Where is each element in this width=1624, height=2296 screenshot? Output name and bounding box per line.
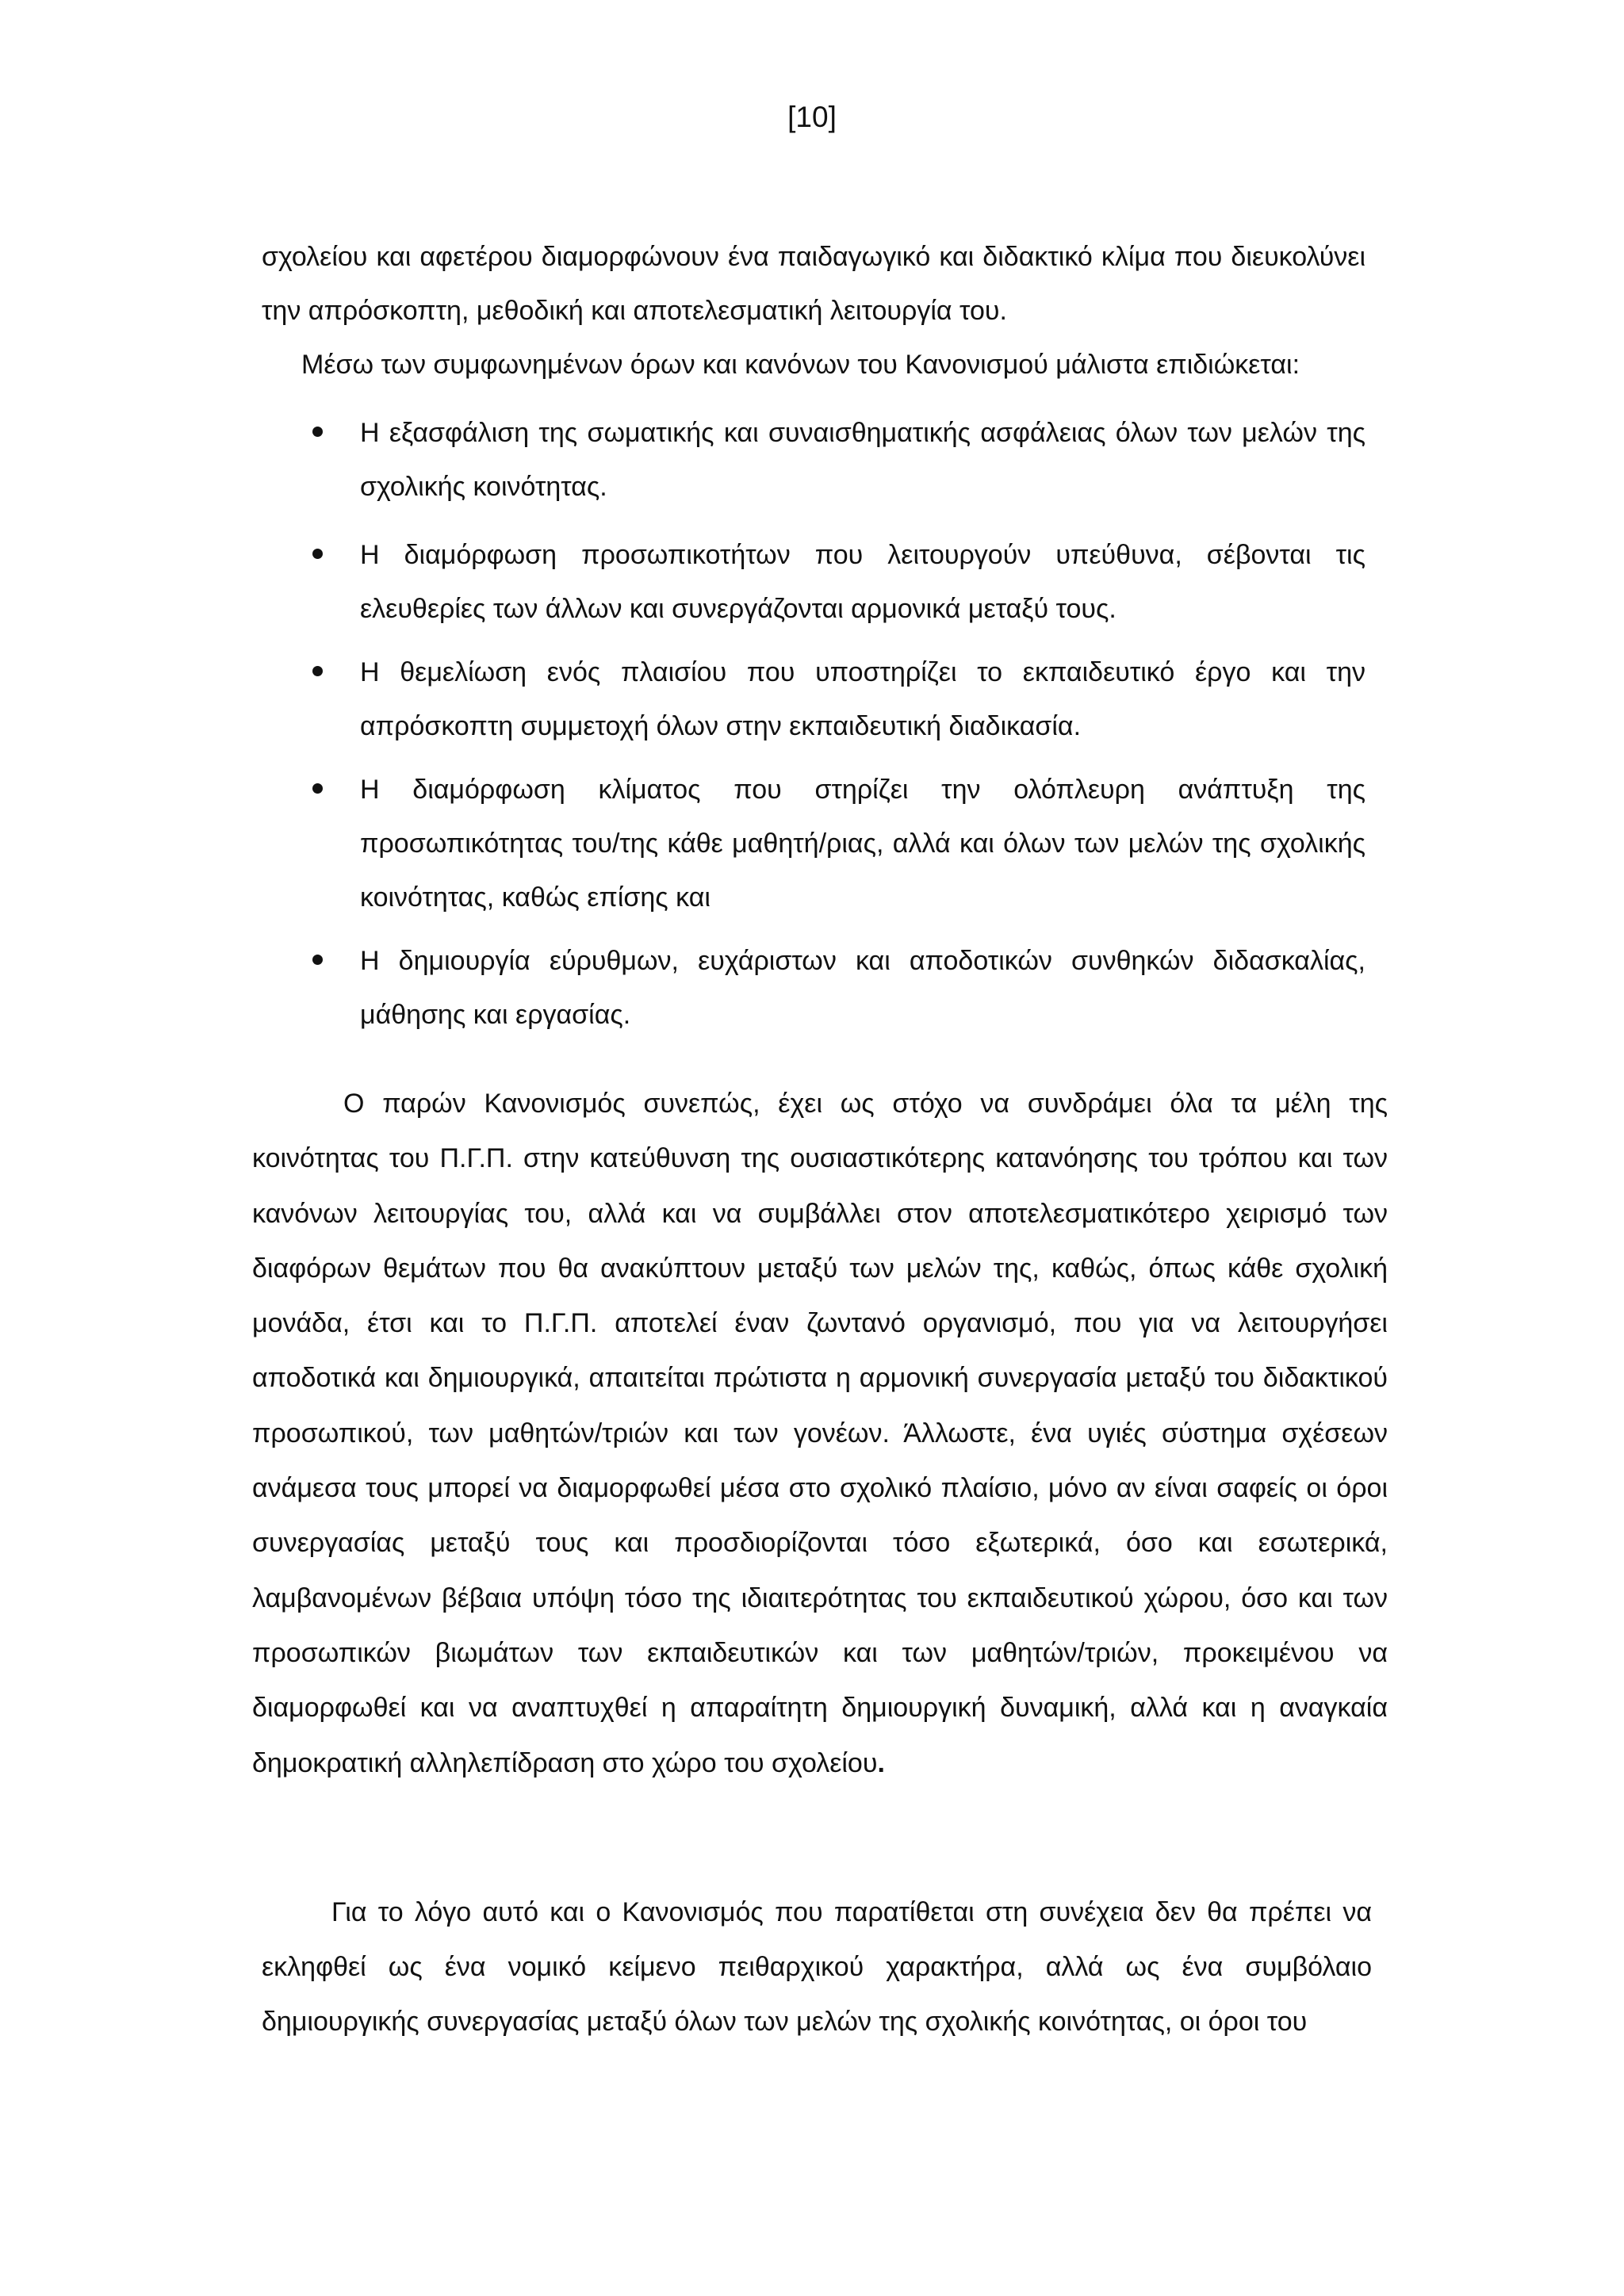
bullet-icon — [312, 783, 323, 794]
list-item-text: Η δημιουργία εύρυθμων, ευχάριστων και αποδοτικών συνθηκών διδασκαλίας, μάθησης και εργασίας. — [360, 946, 1365, 1030]
bullet-icon — [312, 549, 323, 559]
main-paragraph-end: . — [877, 1747, 885, 1778]
list-item-text: Η διαμόρφωση κλίματος που στηρίζει την ολόπλευρη ανάπτυξη της προσωπικότητας του/της κάθε μαθητή/ριας, αλλά και όλων των μελών της σχολικής κοινότητας, καθώς επίσης και — [360, 775, 1365, 913]
main-paragraph — [252, 1077, 1388, 1791]
bullet-icon — [312, 955, 323, 965]
main-paragraph-text: Ο παρών Κανονισμός συνεπώς, έχει ως στόχο να συνδράμει όλα τα μέλη της κοινότητας του Π.Γ.Π. στην κατεύθυνση της ουσιαστικότερης κατανόησης του τρόπου και των κανόνων λειτουργίας του, αλλά και να συμβάλλει στον αποτελεσματικότερο χειρισμό των διαφόρων θεμάτων που θα ανακύπτουν μεταξύ των μελών της, καθώς, όπως κάθε σχολική μονάδα, έτσι και το Π.Γ.Π. αποτελεί έναν ζωντανό οργανισμό, που για να λειτουργήσει αποδοτικά και δημιουργικά, απαιτείται πρώτιστα η αρμονική συνεργασία μεταξύ του διδακτικού προσωπικού, των μαθητών/τριών και των γονέων. Άλλωστε, ένα υγιές σύστημα σχέσεων ανάμεσα τους μπορεί να διαμορφωθεί μέσα στο σχολικό πλαίσιο, μόνο αν είναι σαφείς οι όροι συνεργασίας μεταξύ τους και προσδιορίζονται τόσο εξωτερικά, όσο και εσωτερικά, λαμβανομένων βέβαια υπόψη τόσο της ιδιαιτερότητας του εκπαιδευτικού χώρου, όσο και των προσωπικών βιωμάτων των εκπαιδευτικών και των μαθητών/τριών, προκειμένου να διαμορφωθεί και να αναπτυχθεί η απαραίτητη δημιουργική δυναμική, αλλά και η αναγκαία δημοκρατική αλληλεπίδραση στο χώρο του σχολείου — [252, 1089, 1388, 1778]
objectives-list — [301, 406, 1365, 1051]
bullet-icon — [312, 427, 323, 437]
list-item-text: Η θεμελίωση ενός πλαισίου που υποστηρίζει το εκπαιδευτικό έργο και την απρόσκοπτη συμμετοχή όλων στην εκπαιδευτική διαδικασία. — [360, 657, 1365, 741]
list-item — [301, 528, 1365, 636]
page-number: [10] — [787, 101, 837, 133]
bullet-icon — [312, 666, 323, 676]
list-item — [301, 406, 1365, 514]
last-paragraph: Για το λόγο αυτό και ο Κανονισμός που παρατίθεται στη συνέχεια δεν θα πρέπει να εκληφθεί ως ένα νομικό κείμενο πειθαρχικού χαρακτήρα, αλλά ως ένα συμβόλαιο δημιουργικής συνεργασίας μεταξύ όλων των μελών της σχολικής κοινότητας, οι όροι του — [262, 1897, 1372, 2037]
intro-line: Μέσω των συμφωνημένων όρων και κανόνων του Κανονισμού μάλιστα επιδιώκεται: — [301, 350, 1300, 380]
opening-paragraph: σχολείου και αφετέρου διαμορφώνουν ένα παιδαγωγικό και διδακτικό κλίμα που διευκολύνει την απρόσκοπτη, μεθοδική και αποτελεσματική λειτουργία του. — [262, 242, 1365, 326]
list-item-text: Η εξασφάλιση της σωματικής και συναισθηματικής ασφάλειας όλων των μελών της σχολικής κοινότητας. — [360, 418, 1365, 502]
list-item — [301, 763, 1365, 924]
list-item-text: Η διαμόρφωση προσωπικοτήτων που λειτουργούν υπεύθυνα, σέβονται τις ελευθερίες των άλλων και συνεργάζονται αρμονικά μεταξύ τους. — [360, 540, 1365, 624]
list-item — [301, 934, 1365, 1042]
list-item — [301, 645, 1365, 753]
